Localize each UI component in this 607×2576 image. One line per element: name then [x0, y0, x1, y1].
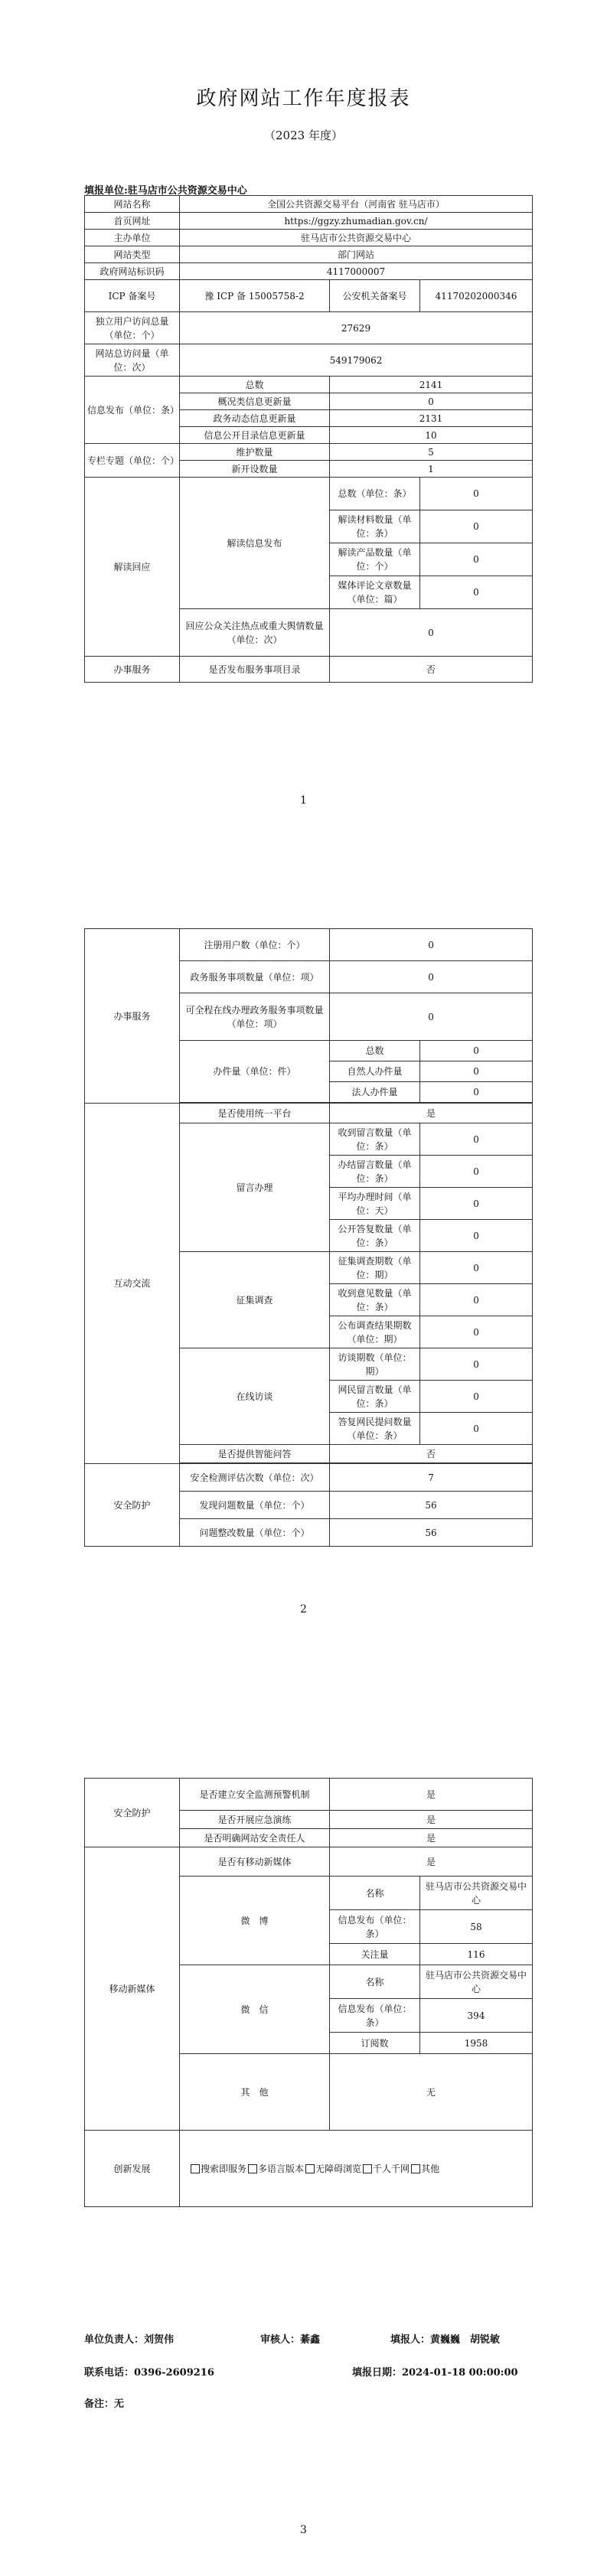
label: 网站总访问量（单位：次） [85, 344, 180, 377]
report-table-page-3 [84, 1778, 533, 2207]
value: 是 [330, 1829, 533, 1847]
label: 信息发布（单位：条） [330, 1910, 420, 1944]
option-label: 无障碍浏览 [315, 2163, 362, 2174]
label: 答复网民提问数量（单位：条） [330, 1413, 420, 1445]
value: 0 [420, 1061, 533, 1082]
label: 解读产品数量（单位：个） [330, 543, 420, 576]
option-item [411, 2162, 439, 2176]
label: 其 他 [180, 2054, 330, 2131]
label: 独立用户访问总量（单位：个） [85, 312, 180, 344]
value: 驻马店市公共资源交易中心 [420, 1877, 533, 1910]
innovation-options [180, 2131, 533, 2207]
label: 总数（单位：条） [330, 478, 420, 510]
value: 0 [420, 1188, 533, 1220]
value: 0 [420, 543, 533, 576]
page-title: 政府网站工作年度报表 [196, 87, 411, 110]
value: 2141 [330, 377, 533, 393]
checkbox[interactable] [248, 2164, 257, 2173]
value: 58 [420, 1910, 533, 1944]
label: 办件量（单位：件） [180, 1041, 330, 1103]
label: 订阅数 [330, 2033, 420, 2054]
label: 新开设数量 [180, 461, 330, 478]
label: 媒体评论文章数量（单位：篇） [330, 576, 420, 609]
label: 政务动态信息更新量 [180, 410, 330, 427]
option-label: 其他 [421, 2163, 440, 2174]
label: 主办单位 [85, 230, 180, 246]
value: https://ggzy.zhumadian.gov.cn/ [180, 213, 533, 230]
value: 0 [420, 478, 533, 510]
label: 是否开展应急演练 [180, 1811, 330, 1829]
value: 部门网站 [180, 246, 533, 263]
value: 0 [420, 1123, 533, 1156]
label: 是否建立安全监测预警机制 [180, 1779, 330, 1811]
label: 征集调查 [180, 1252, 330, 1348]
label: 访谈期数（单位：期） [330, 1348, 420, 1381]
value: 0 [330, 393, 533, 410]
value: 0 [420, 1082, 533, 1103]
label: 概况类信息更新量 [180, 393, 330, 410]
value: 是 [330, 1847, 533, 1877]
value: 41170202000346 [420, 280, 533, 312]
label: 平均办理时间（单位：天） [330, 1188, 420, 1220]
label: 微 信 [180, 1965, 330, 2054]
label: 总数 [180, 377, 330, 393]
checkbox[interactable] [305, 2164, 315, 2173]
page-number: 1 [300, 794, 307, 807]
report-table-page-2 [84, 928, 533, 1547]
page-number: 3 [300, 2524, 307, 2536]
remarks: 备注：无 [84, 2398, 125, 2410]
unit-head: 单位负责人：刘贺伟 [84, 2334, 175, 2346]
label: 微 博 [180, 1877, 330, 1965]
value: 0 [420, 1284, 533, 1316]
value: 0 [420, 1156, 533, 1188]
label: 维护数量 [180, 444, 330, 461]
label: 信息发布（单位：条） [330, 1999, 420, 2033]
label: 法人办件量 [330, 1082, 420, 1103]
label: 发现问题数量（单位：个） [180, 1492, 330, 1519]
value: 0 [420, 1348, 533, 1381]
value: 394 [420, 1999, 533, 2033]
label: 网站类型 [85, 246, 180, 263]
label: 网民留言数量（单位：条） [330, 1381, 420, 1413]
label: 互动交流 [85, 1104, 180, 1464]
value: 是 [330, 1811, 533, 1829]
label: 政务服务事项数量（单位：项） [180, 961, 330, 993]
value: 0 [420, 1413, 533, 1445]
value: 0 [420, 1041, 533, 1061]
value: 5 [330, 444, 533, 461]
value: 10 [330, 427, 533, 444]
label: 创新发展 [85, 2131, 180, 2207]
value: 是 [330, 1779, 533, 1811]
label: 信息发布（单位：条） [85, 377, 180, 444]
fill-date: 填报日期：2024-01-18 00:00:00 [352, 2367, 518, 2379]
reviewer: 审核人：綦鑫 [260, 2334, 321, 2346]
value: 7 [330, 1464, 533, 1492]
value: 驻马店市公共资源交易中心 [180, 230, 533, 246]
value: 1958 [420, 2033, 533, 2054]
label: 留言办理 [180, 1123, 330, 1252]
label: 回应公众关注热点或重大舆情数量（单位：次） [180, 609, 330, 657]
label: 是否有移动新媒体 [180, 1847, 330, 1877]
report-year: （2023 年度） [264, 129, 343, 142]
label: 公安机关备案号 [330, 280, 420, 312]
value: 0 [330, 929, 533, 961]
label: 网站名称 [85, 196, 180, 213]
label: 解读回应 [85, 478, 180, 657]
value: 549179062 [180, 344, 533, 377]
label: 解读材料数量（单位：条） [330, 510, 420, 543]
label: 安全防护 [85, 1464, 180, 1547]
label: 是否发布服务事项目录 [180, 657, 330, 683]
option-item [248, 2162, 304, 2176]
value: 1 [330, 461, 533, 478]
label: 收到留言数量（单位：条） [330, 1123, 420, 1156]
label: 信息公开目录信息更新量 [180, 427, 330, 444]
value: 全国公共资源交易平台（河南省 驻马店市） [180, 196, 533, 213]
value: 否 [330, 657, 533, 683]
option-label: 多语言版本 [258, 2163, 305, 2174]
value: 无 [330, 2054, 533, 2131]
value: 0 [420, 576, 533, 609]
value: 56 [330, 1492, 533, 1519]
value: 0 [420, 1381, 533, 1413]
page-number: 2 [300, 1603, 307, 1616]
checkbox[interactable] [191, 2164, 200, 2173]
label: 问题整改数量（单位：个） [180, 1519, 330, 1547]
label: 安全防护 [85, 1779, 180, 1847]
label: 解读信息发布 [180, 478, 330, 609]
option-label: 千人千网 [373, 2163, 410, 2174]
label: 征集调查期数（单位：期） [330, 1252, 420, 1284]
value: 0 [420, 1252, 533, 1284]
label: 收到意见数量（单位：条） [330, 1284, 420, 1316]
value: 0 [420, 510, 533, 543]
value: 驻马店市公共资源交易中心 [420, 1965, 533, 1999]
label: 专栏专题（单位：个） [85, 444, 180, 478]
checkbox[interactable] [363, 2164, 372, 2173]
value: 0 [420, 1220, 533, 1252]
value: 2131 [330, 410, 533, 427]
option-item [191, 2162, 246, 2176]
value: 0 [330, 609, 533, 657]
label: 在线访谈 [180, 1348, 330, 1445]
label: 名称 [330, 1877, 420, 1910]
filler: 填报人：黄巍巍 胡锐敏 [390, 2334, 501, 2346]
label: 办结留言数量（单位：条） [330, 1156, 420, 1188]
value: 豫 ICP 备 15005758-2 [180, 280, 330, 312]
report-table-page-1 [84, 195, 533, 683]
value: 56 [330, 1519, 533, 1547]
label: 移动新媒体 [85, 1847, 180, 2131]
option-item [363, 2162, 410, 2176]
label: 首页网址 [85, 213, 180, 230]
label: 是否明确网站安全责任人 [180, 1829, 330, 1847]
label: 自然人办件量 [330, 1061, 420, 1082]
contact-phone: 联系电话：0396-2609216 [84, 2367, 214, 2379]
value: 是 [330, 1104, 533, 1123]
value: 116 [420, 1944, 533, 1965]
value: 0 [330, 993, 533, 1041]
reporting-unit: 填报单位:驻马店市公共资源交易中心 [84, 185, 247, 197]
option-label: 搜索即服务 [201, 2163, 247, 2174]
label: 总数 [330, 1041, 420, 1061]
label: 名称 [330, 1965, 420, 1999]
label: 公布调查结果期数（单位：期） [330, 1316, 420, 1348]
option-item [305, 2162, 361, 2176]
checkbox[interactable] [411, 2164, 420, 2173]
label: 安全检测评估次数（单位：次） [180, 1464, 330, 1492]
label: 是否提供智能问答 [180, 1445, 330, 1463]
value: 0 [420, 1316, 533, 1348]
value: 0 [330, 961, 533, 993]
label: 公开答复数量（单位：条） [330, 1220, 420, 1252]
value: 4117000007 [180, 263, 533, 280]
label: 注册用户数（单位：个） [180, 929, 330, 961]
label: 可全程在线办理政务服务事项数量（单位：项） [180, 993, 330, 1041]
value: 否 [330, 1445, 533, 1463]
label: 是否使用统一平台 [180, 1104, 330, 1123]
label: 办事服务 [85, 929, 180, 1104]
label: 关注量 [330, 1944, 420, 1965]
label: 办事服务 [85, 657, 180, 683]
label: ICP 备案号 [85, 280, 180, 312]
label: 政府网站标识码 [85, 263, 180, 280]
value: 27629 [180, 312, 533, 344]
